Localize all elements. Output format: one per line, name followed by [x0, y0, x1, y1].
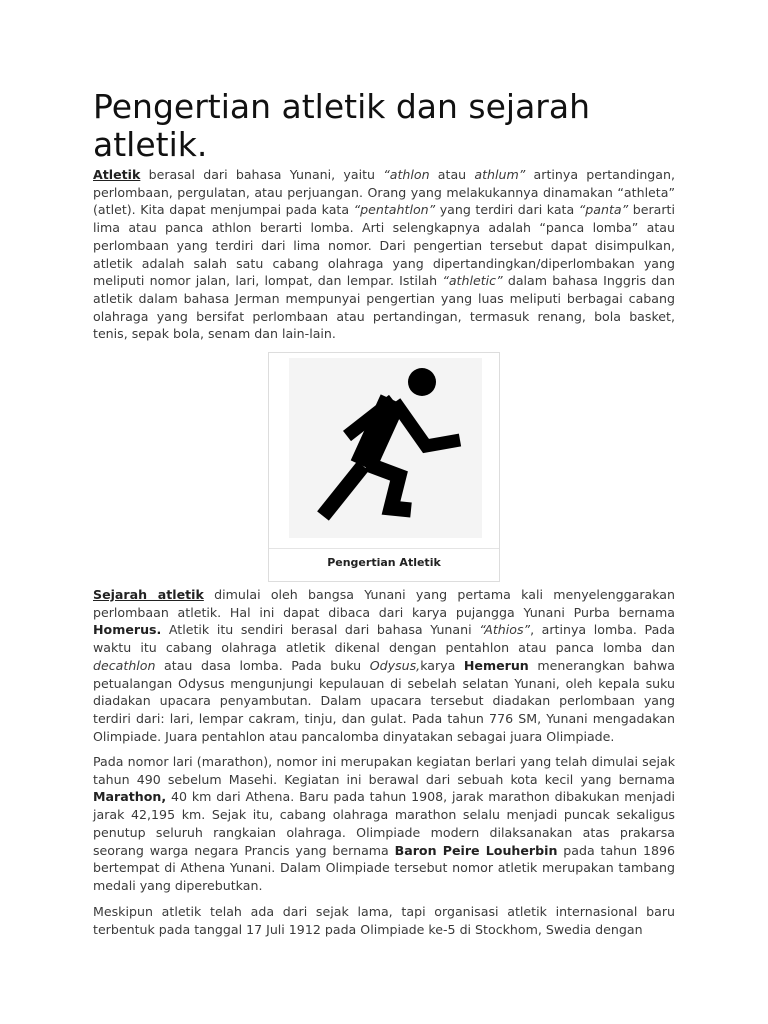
text-span: dalam bahasa Inggris dan atletik dalam bahasa Jerman mempunyai pengertian yang luas meliputi berbagai cabang olahraga yang bersifat perlombaan atau pertandingan, termasuk renang, bola basket, tenis, sepak bola, senam dan lain-lain. [93, 273, 675, 342]
bold-hemerun: Hemerun [463, 657, 529, 673]
term-atletik: Atletik [93, 167, 141, 182]
paragraph-marathon [93, 753, 675, 895]
text-span: berasal dari bahasa Yunani, yaitu [140, 167, 384, 182]
figure-athletics [268, 352, 500, 582]
text-span: yang terdiri dari kata [435, 202, 579, 218]
term-sejarah-atletik: Sejarah atletik [93, 587, 204, 602]
italic-panta: “panta” [578, 202, 629, 218]
text-span: atau dasa lomba. Pada buku [155, 657, 370, 673]
athlete-head [408, 368, 436, 396]
text-span: karya [420, 657, 464, 673]
page-title: Pengertian atletik dan sejarah atletik. [93, 87, 590, 164]
italic-athlum: athlum” [474, 167, 526, 182]
italic-athlon: “athlon [383, 167, 430, 182]
italic-athletic: “athletic” [442, 273, 503, 289]
running-athlete-icon [289, 358, 482, 538]
text-span: Meskipun atletik telah ada dari sejak lama, tapi organisasi atletik internasional baru terbentuk pada tanggal 17 Juli 1912 pada Olimpiade ke-5 di Stockhom, Swedia dengan [93, 904, 675, 937]
figure-caption: Pengertian Atletik [327, 556, 441, 569]
paragraph-definition [93, 166, 675, 343]
bold-homerus: Homerus. [93, 622, 162, 638]
italic-athios: “Athios” [479, 622, 531, 638]
italic-decathlon: decathlon [93, 657, 156, 673]
text-span: dimulai oleh bangsa Yunani yang pertama kali menyelenggarakan perlombaan atletik. Hal ini dapat dibaca dari karya pujangga Yunani Purba bernama [93, 587, 675, 620]
text-span: Atletik itu sendiri berasal dari bahasa Yunani [161, 622, 480, 638]
running-athlete-graphic [289, 358, 482, 538]
figure-divider [269, 548, 499, 549]
text-span: 40 km dari Athena. Baru pada tahun 1908, jarak marathon dibakukan menjadi jarak 42,195 km. Sejak itu, cabang olahraga marathon selalu menjadi puncak sekaligus penutup seluruh rangkaian olahraga. Olimpiade modern dilaksanakan atas prakarsa seorang warga negara Prancis yang bernama [93, 789, 675, 858]
text-span: artinya pertandingan, perlombaan, pergulatan, atau perjuangan. Orang yang melakukannya dinamakan “athleta” (atlet). Kita dapat menjumpai pada kata [93, 167, 675, 218]
bold-baron: Baron Peire Louherbin [394, 842, 558, 858]
text-span: pada tahun 1896 bertempat di Athena Yunani. Dalam Olimpiade tersebut nomor atletik merupakan tambang medali yang diperebutkan. [93, 842, 675, 893]
text-span: Pada nomor lari (marathon), nomor ini merupakan kegiatan berlari yang telah dimulai sejak tahun 490 sebelum Masehi. Kegiatan ini berawal dari sebuah kota kecil yang bernama [93, 754, 675, 787]
text-span: atau [429, 167, 475, 182]
italic-pentathlon: “pentahtlon” [353, 202, 436, 218]
italic-odysus: Odysus, [369, 657, 421, 673]
text-span: , artinya lomba. Pada waktu itu cabang olahraga atletik dikenal dengan pentahlon atau panca lomba dan [93, 622, 675, 656]
text-span: menerangkan bahwa petualangan Odysus mengunjungi kepulauan di sebelah selatan Yunani, oleh kepala suku diadakan upacara penyambutan. Dalam upacara tersebut diadakan perlombaan yang terdiri dari: lari, lempar cakram, tinju, dan gulat. Pada tahun 776 SM, Yunani mengadakan Olimpiade. Juara pentahlon atau pancalomba dinyatakan sebagai juara Olimpiade. [93, 657, 676, 744]
text-span: berarti lima atau panca athlon berarti lomba. Arti selengkapnya adalah “panca lomba” atau perlombaan yang terdiri dari lima nomor. Dari pengertian tersebut dapat disimpulkan, atletik adalah salah satu cabang olahraga yang dipertandingkan/diperlombakan yang meliputi nomor jalan, lari, lompat, dan lempar. Istilah [93, 202, 675, 289]
paragraph-organization [93, 903, 675, 938]
bold-marathon: Marathon, [93, 789, 167, 805]
paragraph-history [93, 586, 675, 745]
